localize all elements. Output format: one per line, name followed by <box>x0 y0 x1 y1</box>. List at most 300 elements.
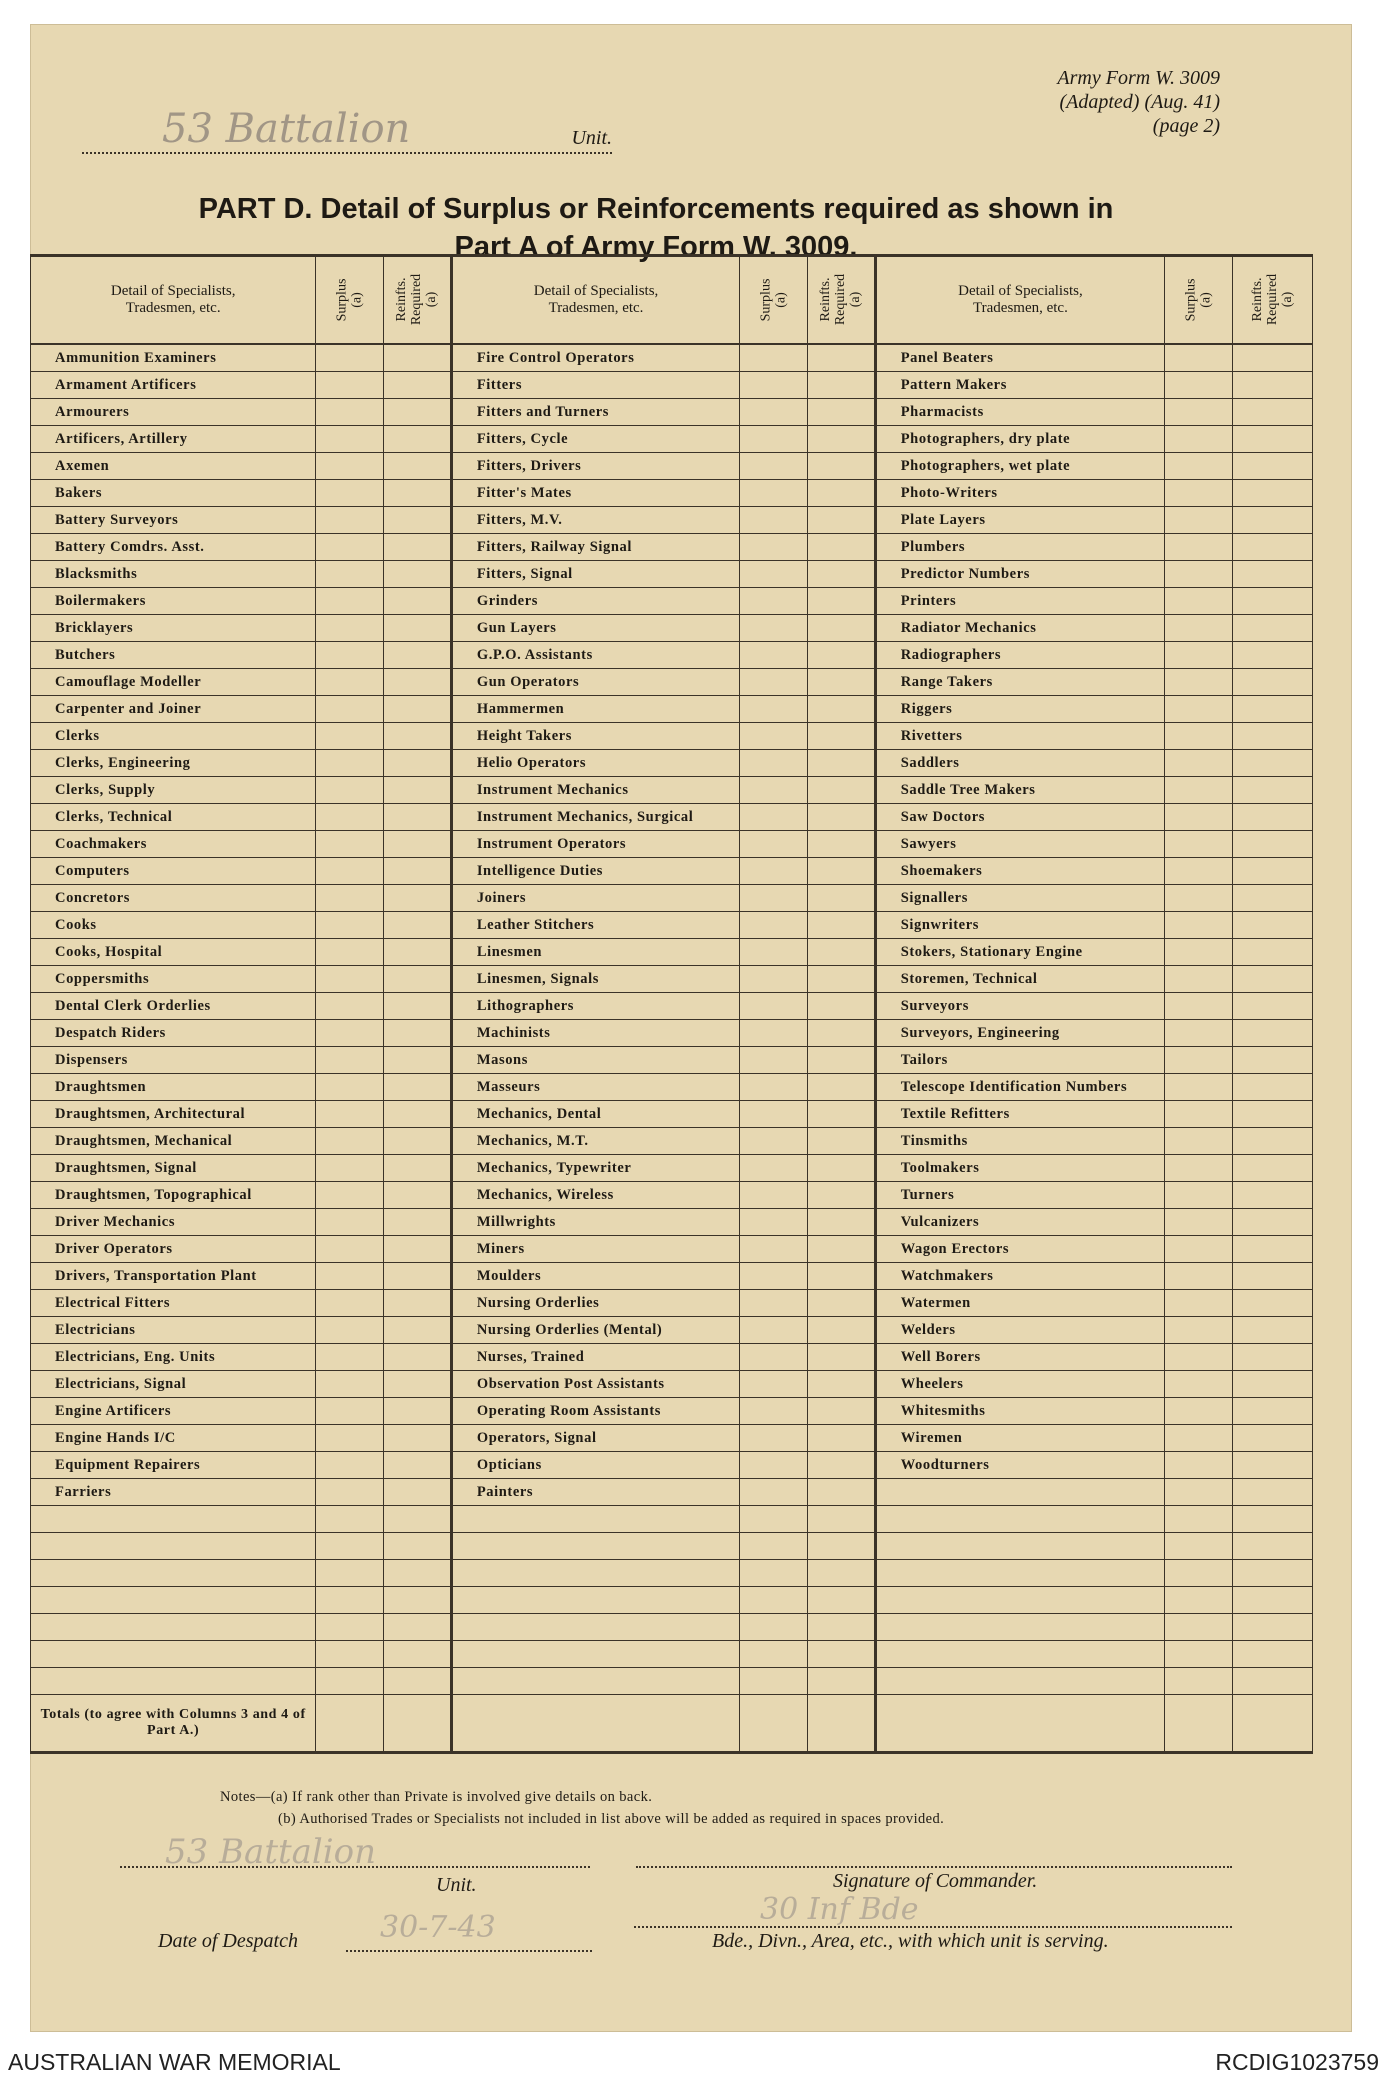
surplus-cell[interactable] <box>316 534 384 561</box>
surplus-cell[interactable] <box>316 777 384 804</box>
surplus-cell[interactable] <box>740 723 808 750</box>
reinfts-cell[interactable] <box>384 993 452 1020</box>
reinfts-cell[interactable] <box>1232 777 1312 804</box>
surplus-cell[interactable] <box>316 426 384 453</box>
reinfts-cell[interactable] <box>807 1263 875 1290</box>
surplus-cell[interactable] <box>1165 1452 1233 1479</box>
reinfts-cell[interactable] <box>384 750 452 777</box>
surplus-cell[interactable] <box>740 1452 808 1479</box>
surplus-cell[interactable] <box>740 1263 808 1290</box>
reinfts-cell[interactable] <box>384 1074 452 1101</box>
reinfts-cell[interactable] <box>807 858 875 885</box>
surplus-cell[interactable] <box>1165 1020 1233 1047</box>
surplus-cell[interactable] <box>740 1614 808 1641</box>
reinfts-cell[interactable] <box>1232 399 1312 426</box>
surplus-cell[interactable] <box>316 1560 384 1587</box>
surplus-cell[interactable] <box>1165 1290 1233 1317</box>
surplus-cell[interactable] <box>740 344 808 372</box>
reinfts-cell[interactable] <box>807 1317 875 1344</box>
reinfts-cell[interactable] <box>384 1560 452 1587</box>
surplus-cell[interactable] <box>740 1398 808 1425</box>
reinfts-cell[interactable] <box>807 1020 875 1047</box>
surplus-cell[interactable] <box>1165 912 1233 939</box>
surplus-cell[interactable] <box>1165 966 1233 993</box>
reinfts-cell[interactable] <box>1232 1425 1312 1452</box>
reinfts-cell[interactable] <box>807 1344 875 1371</box>
surplus-cell[interactable] <box>1165 1236 1233 1263</box>
reinfts-cell[interactable] <box>1232 885 1312 912</box>
surplus-cell[interactable] <box>316 1128 384 1155</box>
surplus-cell[interactable] <box>1165 777 1233 804</box>
surplus-cell[interactable] <box>316 804 384 831</box>
surplus-cell[interactable] <box>740 1101 808 1128</box>
reinfts-cell[interactable] <box>807 723 875 750</box>
surplus-cell[interactable] <box>740 750 808 777</box>
surplus-cell[interactable] <box>316 344 384 372</box>
surplus-cell[interactable] <box>1165 1209 1233 1236</box>
reinfts-cell[interactable] <box>807 831 875 858</box>
reinfts-cell[interactable] <box>1232 534 1312 561</box>
reinfts-cell[interactable] <box>1232 507 1312 534</box>
surplus-cell[interactable] <box>316 912 384 939</box>
surplus-cell[interactable] <box>1165 1371 1233 1398</box>
surplus-cell[interactable] <box>316 399 384 426</box>
reinfts-cell[interactable] <box>384 1236 452 1263</box>
surplus-cell[interactable] <box>740 1641 808 1668</box>
reinfts-cell[interactable] <box>807 966 875 993</box>
surplus-cell[interactable] <box>316 1047 384 1074</box>
reinfts-cell[interactable] <box>807 1209 875 1236</box>
surplus-cell[interactable] <box>316 1101 384 1128</box>
surplus-cell[interactable] <box>740 1020 808 1047</box>
reinfts-cell[interactable] <box>807 399 875 426</box>
reinfts-cell[interactable] <box>384 1587 452 1614</box>
totals-cell[interactable] <box>740 1695 808 1753</box>
reinfts-cell[interactable] <box>1232 1452 1312 1479</box>
surplus-cell[interactable] <box>316 1452 384 1479</box>
surplus-cell[interactable] <box>1165 1506 1233 1533</box>
reinfts-cell[interactable] <box>807 696 875 723</box>
surplus-cell[interactable] <box>740 1425 808 1452</box>
surplus-cell[interactable] <box>1165 993 1233 1020</box>
surplus-cell[interactable] <box>1165 1398 1233 1425</box>
reinfts-cell[interactable] <box>807 534 875 561</box>
surplus-cell[interactable] <box>316 750 384 777</box>
surplus-cell[interactable] <box>1165 1182 1233 1209</box>
surplus-cell[interactable] <box>316 1020 384 1047</box>
reinfts-cell[interactable] <box>384 1506 452 1533</box>
reinfts-cell[interactable] <box>1232 642 1312 669</box>
surplus-cell[interactable] <box>316 723 384 750</box>
reinfts-cell[interactable] <box>384 1155 452 1182</box>
reinfts-cell[interactable] <box>1232 723 1312 750</box>
surplus-cell[interactable] <box>740 426 808 453</box>
reinfts-cell[interactable] <box>384 1371 452 1398</box>
surplus-cell[interactable] <box>1165 1479 1233 1506</box>
surplus-cell[interactable] <box>740 966 808 993</box>
reinfts-cell[interactable] <box>1232 1317 1312 1344</box>
reinfts-cell[interactable] <box>807 1506 875 1533</box>
surplus-cell[interactable] <box>316 480 384 507</box>
surplus-cell[interactable] <box>740 1317 808 1344</box>
surplus-cell[interactable] <box>1165 1587 1233 1614</box>
reinfts-cell[interactable] <box>807 615 875 642</box>
reinfts-cell[interactable] <box>807 1128 875 1155</box>
surplus-cell[interactable] <box>1165 1155 1233 1182</box>
reinfts-cell[interactable] <box>1232 1047 1312 1074</box>
surplus-cell[interactable] <box>740 453 808 480</box>
surplus-cell[interactable] <box>1165 1425 1233 1452</box>
reinfts-cell[interactable] <box>384 1425 452 1452</box>
reinfts-cell[interactable] <box>1232 1128 1312 1155</box>
totals-cell[interactable] <box>451 1695 739 1753</box>
surplus-cell[interactable] <box>740 1209 808 1236</box>
reinfts-cell[interactable] <box>384 912 452 939</box>
reinfts-cell[interactable] <box>384 1317 452 1344</box>
surplus-cell[interactable] <box>316 1263 384 1290</box>
surplus-cell[interactable] <box>316 858 384 885</box>
surplus-cell[interactable] <box>316 372 384 399</box>
reinfts-cell[interactable] <box>384 885 452 912</box>
totals-cell[interactable] <box>1232 1695 1312 1753</box>
surplus-cell[interactable] <box>1165 1614 1233 1641</box>
surplus-cell[interactable] <box>316 1371 384 1398</box>
reinfts-cell[interactable] <box>807 1398 875 1425</box>
surplus-cell[interactable] <box>740 1533 808 1560</box>
surplus-cell[interactable] <box>1165 507 1233 534</box>
reinfts-cell[interactable] <box>807 1101 875 1128</box>
surplus-cell[interactable] <box>316 1317 384 1344</box>
reinfts-cell[interactable] <box>384 372 452 399</box>
surplus-cell[interactable] <box>316 1533 384 1560</box>
surplus-cell[interactable] <box>316 669 384 696</box>
reinfts-cell[interactable] <box>807 1236 875 1263</box>
totals-cell[interactable] <box>384 1695 452 1753</box>
reinfts-cell[interactable] <box>384 1182 452 1209</box>
surplus-cell[interactable] <box>316 939 384 966</box>
reinfts-cell[interactable] <box>1232 1506 1312 1533</box>
surplus-cell[interactable] <box>1165 588 1233 615</box>
reinfts-cell[interactable] <box>807 669 875 696</box>
reinfts-cell[interactable] <box>1232 480 1312 507</box>
reinfts-cell[interactable] <box>384 642 452 669</box>
surplus-cell[interactable] <box>316 1479 384 1506</box>
reinfts-cell[interactable] <box>1232 696 1312 723</box>
reinfts-cell[interactable] <box>384 1641 452 1668</box>
surplus-cell[interactable] <box>316 1344 384 1371</box>
reinfts-cell[interactable] <box>807 426 875 453</box>
surplus-cell[interactable] <box>1165 372 1233 399</box>
reinfts-cell[interactable] <box>807 993 875 1020</box>
surplus-cell[interactable] <box>316 561 384 588</box>
surplus-cell[interactable] <box>740 642 808 669</box>
reinfts-cell[interactable] <box>384 1344 452 1371</box>
surplus-cell[interactable] <box>740 534 808 561</box>
surplus-cell[interactable] <box>316 1425 384 1452</box>
surplus-cell[interactable] <box>740 858 808 885</box>
reinfts-cell[interactable] <box>807 1452 875 1479</box>
surplus-cell[interactable] <box>1165 642 1233 669</box>
reinfts-cell[interactable] <box>384 534 452 561</box>
surplus-cell[interactable] <box>740 1128 808 1155</box>
surplus-cell[interactable] <box>1165 480 1233 507</box>
surplus-cell[interactable] <box>316 453 384 480</box>
reinfts-cell[interactable] <box>384 939 452 966</box>
reinfts-cell[interactable] <box>1232 993 1312 1020</box>
surplus-cell[interactable] <box>316 1641 384 1668</box>
reinfts-cell[interactable] <box>1232 1587 1312 1614</box>
reinfts-cell[interactable] <box>384 426 452 453</box>
reinfts-cell[interactable] <box>807 912 875 939</box>
surplus-cell[interactable] <box>740 399 808 426</box>
reinfts-cell[interactable] <box>384 1452 452 1479</box>
surplus-cell[interactable] <box>1165 1344 1233 1371</box>
surplus-cell[interactable] <box>316 966 384 993</box>
reinfts-cell[interactable] <box>807 588 875 615</box>
surplus-cell[interactable] <box>740 1155 808 1182</box>
reinfts-cell[interactable] <box>384 1020 452 1047</box>
reinfts-cell[interactable] <box>807 750 875 777</box>
reinfts-cell[interactable] <box>1232 1614 1312 1641</box>
totals-cell[interactable] <box>316 1695 384 1753</box>
surplus-cell[interactable] <box>740 1236 808 1263</box>
reinfts-cell[interactable] <box>1232 426 1312 453</box>
surplus-cell[interactable] <box>740 885 808 912</box>
surplus-cell[interactable] <box>316 507 384 534</box>
surplus-cell[interactable] <box>316 993 384 1020</box>
surplus-cell[interactable] <box>1165 1668 1233 1695</box>
surplus-cell[interactable] <box>740 1290 808 1317</box>
surplus-cell[interactable] <box>740 696 808 723</box>
surplus-cell[interactable] <box>1165 1641 1233 1668</box>
surplus-cell[interactable] <box>740 831 808 858</box>
reinfts-cell[interactable] <box>384 669 452 696</box>
surplus-cell[interactable] <box>1165 615 1233 642</box>
reinfts-cell[interactable] <box>1232 453 1312 480</box>
reinfts-cell[interactable] <box>807 1155 875 1182</box>
surplus-cell[interactable] <box>1165 453 1233 480</box>
reinfts-cell[interactable] <box>384 696 452 723</box>
surplus-cell[interactable] <box>316 1155 384 1182</box>
surplus-cell[interactable] <box>740 912 808 939</box>
reinfts-cell[interactable] <box>1232 1533 1312 1560</box>
reinfts-cell[interactable] <box>384 344 452 372</box>
reinfts-cell[interactable] <box>1232 750 1312 777</box>
surplus-cell[interactable] <box>740 588 808 615</box>
reinfts-cell[interactable] <box>1232 669 1312 696</box>
reinfts-cell[interactable] <box>384 858 452 885</box>
surplus-cell[interactable] <box>316 831 384 858</box>
reinfts-cell[interactable] <box>384 966 452 993</box>
surplus-cell[interactable] <box>1165 561 1233 588</box>
reinfts-cell[interactable] <box>384 723 452 750</box>
reinfts-cell[interactable] <box>807 642 875 669</box>
surplus-cell[interactable] <box>1165 344 1233 372</box>
surplus-cell[interactable] <box>740 507 808 534</box>
surplus-cell[interactable] <box>740 777 808 804</box>
reinfts-cell[interactable] <box>807 1614 875 1641</box>
surplus-cell[interactable] <box>740 1587 808 1614</box>
reinfts-cell[interactable] <box>1232 1020 1312 1047</box>
reinfts-cell[interactable] <box>384 588 452 615</box>
reinfts-cell[interactable] <box>807 885 875 912</box>
reinfts-cell[interactable] <box>384 507 452 534</box>
reinfts-cell[interactable] <box>1232 1101 1312 1128</box>
reinfts-cell[interactable] <box>807 372 875 399</box>
surplus-cell[interactable] <box>740 669 808 696</box>
surplus-cell[interactable] <box>316 1668 384 1695</box>
reinfts-cell[interactable] <box>807 777 875 804</box>
surplus-cell[interactable] <box>1165 1317 1233 1344</box>
reinfts-cell[interactable] <box>384 615 452 642</box>
reinfts-cell[interactable] <box>1232 1290 1312 1317</box>
reinfts-cell[interactable] <box>384 1101 452 1128</box>
surplus-cell[interactable] <box>740 1560 808 1587</box>
reinfts-cell[interactable] <box>384 1209 452 1236</box>
reinfts-cell[interactable] <box>807 480 875 507</box>
reinfts-cell[interactable] <box>1232 966 1312 993</box>
reinfts-cell[interactable] <box>384 1047 452 1074</box>
surplus-cell[interactable] <box>1165 1047 1233 1074</box>
surplus-cell[interactable] <box>740 1668 808 1695</box>
surplus-cell[interactable] <box>1165 750 1233 777</box>
surplus-cell[interactable] <box>316 1182 384 1209</box>
reinfts-cell[interactable] <box>1232 1560 1312 1587</box>
surplus-cell[interactable] <box>740 1479 808 1506</box>
surplus-cell[interactable] <box>740 1047 808 1074</box>
reinfts-cell[interactable] <box>384 1128 452 1155</box>
surplus-cell[interactable] <box>740 804 808 831</box>
reinfts-cell[interactable] <box>807 1047 875 1074</box>
reinfts-cell[interactable] <box>384 480 452 507</box>
reinfts-cell[interactable] <box>384 399 452 426</box>
reinfts-cell[interactable] <box>807 804 875 831</box>
surplus-cell[interactable] <box>1165 858 1233 885</box>
reinfts-cell[interactable] <box>384 777 452 804</box>
reinfts-cell[interactable] <box>1232 858 1312 885</box>
reinfts-cell[interactable] <box>807 939 875 966</box>
reinfts-cell[interactable] <box>807 1641 875 1668</box>
reinfts-cell[interactable] <box>384 1668 452 1695</box>
reinfts-cell[interactable] <box>807 1425 875 1452</box>
surplus-cell[interactable] <box>316 588 384 615</box>
surplus-cell[interactable] <box>1165 399 1233 426</box>
totals-cell[interactable] <box>875 1695 1164 1753</box>
reinfts-cell[interactable] <box>384 1533 452 1560</box>
reinfts-cell[interactable] <box>1232 1182 1312 1209</box>
reinfts-cell[interactable] <box>384 561 452 588</box>
reinfts-cell[interactable] <box>384 1263 452 1290</box>
reinfts-cell[interactable] <box>807 561 875 588</box>
surplus-cell[interactable] <box>740 993 808 1020</box>
surplus-cell[interactable] <box>316 1614 384 1641</box>
surplus-cell[interactable] <box>1165 696 1233 723</box>
totals-cell[interactable] <box>807 1695 875 1753</box>
reinfts-cell[interactable] <box>384 1290 452 1317</box>
reinfts-cell[interactable] <box>807 507 875 534</box>
surplus-cell[interactable] <box>316 696 384 723</box>
reinfts-cell[interactable] <box>1232 1344 1312 1371</box>
surplus-cell[interactable] <box>1165 939 1233 966</box>
surplus-cell[interactable] <box>1165 1128 1233 1155</box>
reinfts-cell[interactable] <box>807 1533 875 1560</box>
reinfts-cell[interactable] <box>807 1371 875 1398</box>
totals-cell[interactable] <box>1165 1695 1233 1753</box>
reinfts-cell[interactable] <box>1232 1236 1312 1263</box>
surplus-cell[interactable] <box>316 1290 384 1317</box>
surplus-cell[interactable] <box>1165 1101 1233 1128</box>
reinfts-cell[interactable] <box>807 1668 875 1695</box>
surplus-cell[interactable] <box>316 1074 384 1101</box>
reinfts-cell[interactable] <box>807 1560 875 1587</box>
reinfts-cell[interactable] <box>1232 1668 1312 1695</box>
surplus-cell[interactable] <box>1165 1074 1233 1101</box>
surplus-cell[interactable] <box>1165 1533 1233 1560</box>
reinfts-cell[interactable] <box>1232 1209 1312 1236</box>
reinfts-cell[interactable] <box>384 804 452 831</box>
surplus-cell[interactable] <box>316 642 384 669</box>
surplus-cell[interactable] <box>740 1344 808 1371</box>
surplus-cell[interactable] <box>316 885 384 912</box>
reinfts-cell[interactable] <box>1232 912 1312 939</box>
reinfts-cell[interactable] <box>807 1479 875 1506</box>
surplus-cell[interactable] <box>316 1236 384 1263</box>
reinfts-cell[interactable] <box>807 1587 875 1614</box>
reinfts-cell[interactable] <box>1232 615 1312 642</box>
surplus-cell[interactable] <box>316 615 384 642</box>
surplus-cell[interactable] <box>1165 723 1233 750</box>
reinfts-cell[interactable] <box>1232 344 1312 372</box>
reinfts-cell[interactable] <box>1232 804 1312 831</box>
reinfts-cell[interactable] <box>807 1074 875 1101</box>
reinfts-cell[interactable] <box>1232 1263 1312 1290</box>
reinfts-cell[interactable] <box>1232 588 1312 615</box>
surplus-cell[interactable] <box>1165 669 1233 696</box>
reinfts-cell[interactable] <box>384 831 452 858</box>
surplus-cell[interactable] <box>740 480 808 507</box>
reinfts-cell[interactable] <box>1232 1398 1312 1425</box>
reinfts-cell[interactable] <box>1232 1479 1312 1506</box>
reinfts-cell[interactable] <box>384 1614 452 1641</box>
surplus-cell[interactable] <box>316 1506 384 1533</box>
surplus-cell[interactable] <box>1165 534 1233 561</box>
surplus-cell[interactable] <box>316 1587 384 1614</box>
surplus-cell[interactable] <box>1165 804 1233 831</box>
reinfts-cell[interactable] <box>384 1398 452 1425</box>
reinfts-cell[interactable] <box>1232 561 1312 588</box>
reinfts-cell[interactable] <box>1232 1371 1312 1398</box>
surplus-cell[interactable] <box>1165 1263 1233 1290</box>
surplus-cell[interactable] <box>740 1371 808 1398</box>
surplus-cell[interactable] <box>740 1182 808 1209</box>
reinfts-cell[interactable] <box>1232 831 1312 858</box>
surplus-cell[interactable] <box>1165 1560 1233 1587</box>
reinfts-cell[interactable] <box>807 1290 875 1317</box>
reinfts-cell[interactable] <box>1232 939 1312 966</box>
reinfts-cell[interactable] <box>1232 1641 1312 1668</box>
reinfts-cell[interactable] <box>807 453 875 480</box>
surplus-cell[interactable] <box>740 561 808 588</box>
reinfts-cell[interactable] <box>807 1182 875 1209</box>
surplus-cell[interactable] <box>740 1506 808 1533</box>
surplus-cell[interactable] <box>740 1074 808 1101</box>
reinfts-cell[interactable] <box>384 1479 452 1506</box>
reinfts-cell[interactable] <box>1232 372 1312 399</box>
reinfts-cell[interactable] <box>1232 1155 1312 1182</box>
surplus-cell[interactable] <box>740 939 808 966</box>
reinfts-cell[interactable] <box>807 344 875 372</box>
surplus-cell[interactable] <box>1165 426 1233 453</box>
